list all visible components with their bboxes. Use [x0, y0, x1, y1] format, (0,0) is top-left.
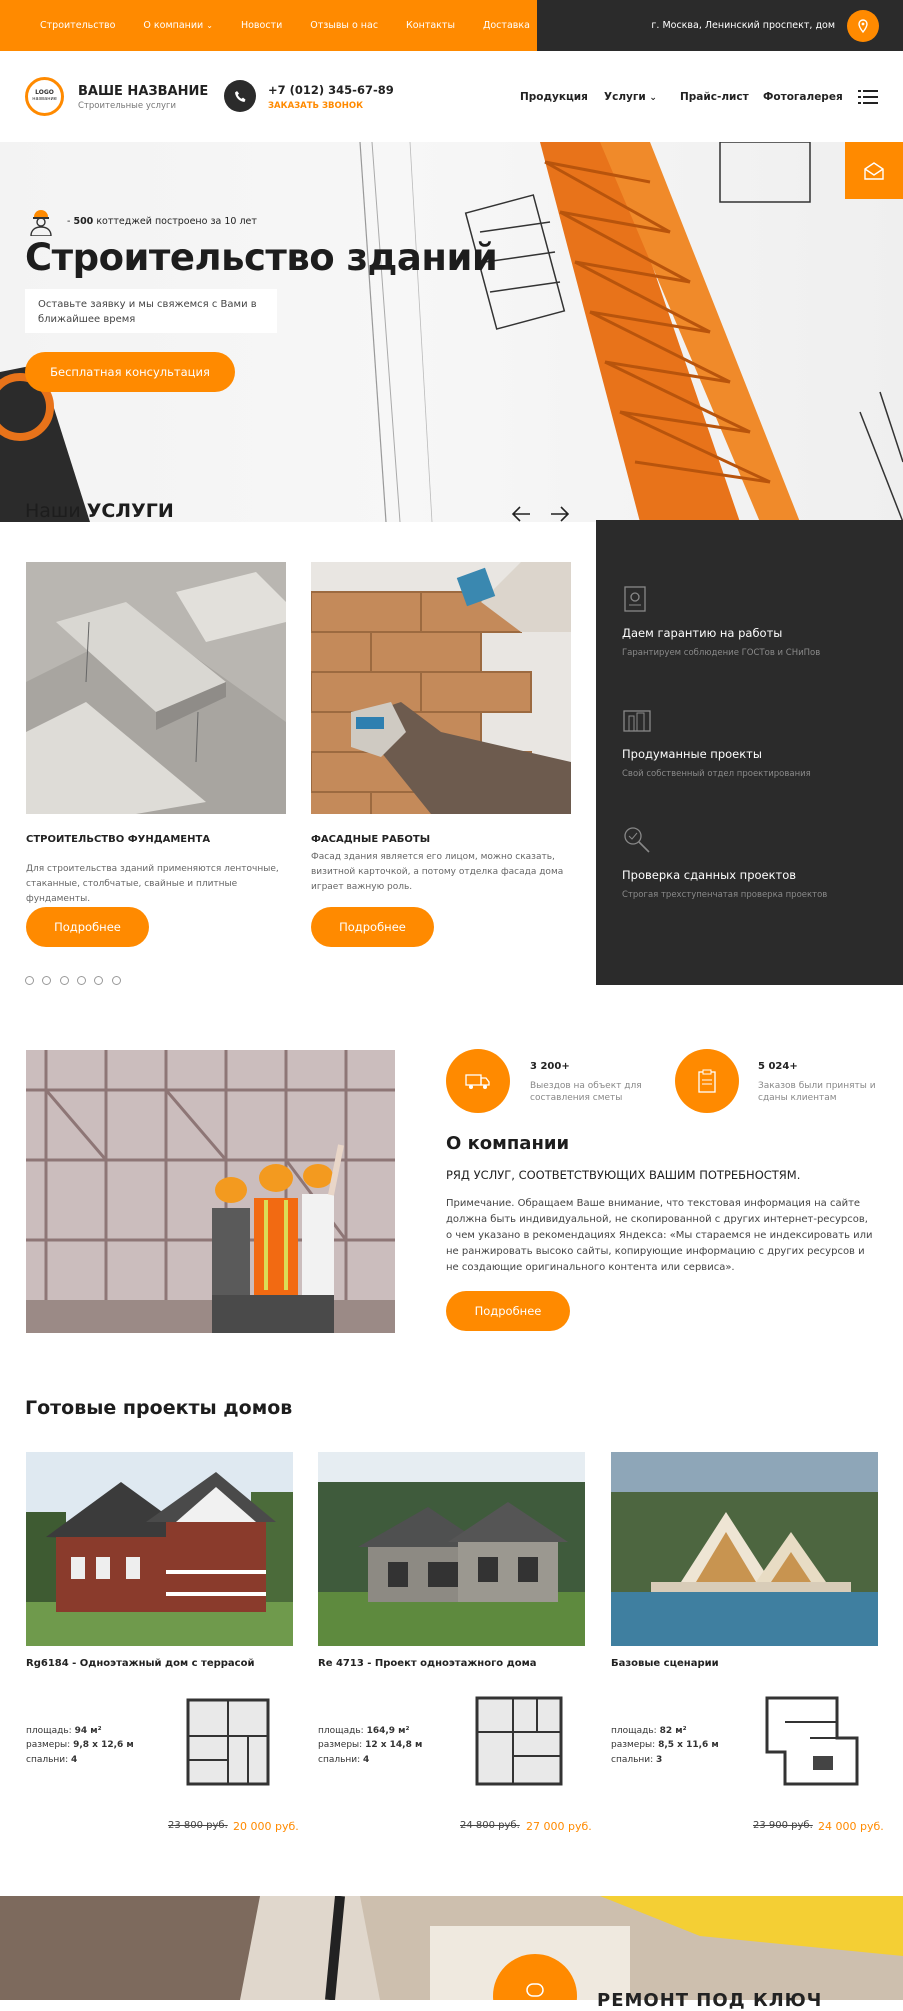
house-image-3	[611, 1452, 878, 1646]
service-details-button[interactable]: Подробнее	[26, 907, 149, 947]
blueprint-image	[0, 1896, 903, 2000]
map-pin-icon	[857, 19, 869, 33]
feature-title: Даем гарантию на работы	[622, 626, 783, 640]
nav-services[interactable]	[604, 91, 657, 103]
feature-title: Продуманные проекты	[622, 747, 762, 761]
menu-icon[interactable]	[858, 89, 878, 105]
workers-image	[26, 1050, 395, 1333]
size-value: 9,8 x 12,6 м	[73, 1740, 134, 1751]
top-menu-item-contacts[interactable]: Контакты	[406, 20, 455, 31]
facade-image	[311, 562, 571, 814]
bedrooms-value: 4	[71, 1754, 78, 1765]
mail-icon	[863, 161, 885, 181]
brand-name: ВАШЕ НАЗВАНИЕ	[78, 84, 209, 99]
area-value: 164,9 м²	[366, 1726, 410, 1736]
service-description: Для строительства зданий применяются ленточные, стаканные, столбчатые, свайные и плитные фундаменты.	[26, 864, 279, 904]
bedrooms-label: спальни:	[611, 1754, 657, 1765]
hero-count: 500	[73, 216, 94, 227]
area-label: площадь:	[26, 1726, 75, 1736]
project-name[interactable]: Re 4713 - Проект одноэтажного дома	[318, 1658, 537, 1669]
floor-plan-image	[170, 1692, 282, 1796]
project-specs	[318, 1724, 422, 1767]
stat-badge	[446, 1049, 510, 1113]
house-image-2	[318, 1452, 585, 1646]
old-price: 23 800 руб.	[168, 1820, 228, 1831]
top-menu-item-reviews[interactable]: Отзывы о нас	[310, 20, 379, 31]
hero-title: Строительство зданий	[25, 236, 498, 279]
hero-tagline: - 500 коттеджей построено за 10 лет	[67, 216, 257, 227]
magnifier-check-icon	[622, 825, 652, 855]
about-subtitle: РЯД УСЛУГ, СООТВЕТСТВУЮЩИХ ВАШИМ ПОТРЕБНОСТЯМ.	[446, 1168, 801, 1182]
bedrooms-value: 3	[656, 1754, 663, 1765]
about-details-button[interactable]: Подробнее	[446, 1291, 570, 1331]
services-title-light: Наши	[25, 500, 87, 522]
chevron-down-icon: ⌄	[649, 93, 657, 103]
old-price: 24 800 руб.	[460, 1820, 520, 1831]
phone-button[interactable]	[224, 80, 256, 112]
slider-dot[interactable]	[42, 976, 51, 985]
worker-icon	[26, 206, 56, 236]
service-name: СТРОИТЕЛЬСТВО ФУНДАМЕНТА	[26, 834, 211, 845]
stat-value: 3 200+	[530, 1061, 570, 1072]
old-price: 23 900 руб.	[753, 1820, 813, 1831]
about-title: О компании	[446, 1133, 570, 1154]
slider-dot[interactable]	[112, 976, 121, 985]
service-details-button[interactable]: Подробнее	[311, 907, 434, 947]
area-label: площадь:	[611, 1726, 660, 1736]
floor-plan-image	[463, 1692, 575, 1796]
free-consultation-button[interactable]: Бесплатная консультация	[25, 352, 235, 392]
address-text: г. Москва, Ленинский проспект, дом	[651, 20, 835, 31]
size-label: размеры:	[611, 1740, 659, 1751]
nav-gallery[interactable]: Фотогалерея	[763, 91, 843, 103]
new-price: 27 000 руб.	[526, 1820, 592, 1833]
foundation-image	[26, 562, 286, 814]
top-menu-item-news[interactable]: Новости	[240, 20, 283, 31]
service-name: ФАСАДНЫЕ РАБОТЫ	[311, 834, 431, 845]
building-plan-icon	[622, 707, 652, 733]
hero-note: Оставьте заявку и мы свяжемся с Вами в ближайшее время	[25, 289, 277, 333]
bedrooms-label: спальни:	[318, 1754, 364, 1765]
nav-products[interactable]: Продукция	[520, 91, 588, 103]
feature-subtitle: Свой собственный отдел проектирования	[622, 769, 811, 779]
services-title-bold: УСЛУГИ	[86, 500, 174, 522]
top-bar	[0, 0, 903, 51]
stat-badge	[675, 1049, 739, 1113]
size-label: размеры:	[26, 1740, 74, 1751]
slider-dot[interactable]	[94, 976, 103, 985]
project-name[interactable]: Базовые сценарии	[611, 1658, 719, 1669]
area-value: 94 м²	[74, 1726, 102, 1736]
new-price: 24 000 руб.	[818, 1820, 884, 1833]
top-menu-item-construction[interactable]: Строительство	[40, 20, 116, 31]
size-value: 12 x 14,8 м	[365, 1740, 423, 1751]
top-contact	[537, 0, 903, 51]
services-title	[25, 500, 174, 522]
feature-title: Проверка сданных проектов	[622, 868, 797, 882]
hero-section	[0, 142, 903, 522]
nav-services-label: Услуги	[604, 91, 646, 103]
about-text: Примечание. Обращаем Ваше внимание, что текстовая информация на сайте должна быть индивидуальной, не скопированной с других интернет-ресурсов, о чем указано в рекомендациях Яндекса: «Мы стараемся не индексировать или не ранжировать высоко сайты, копирующие информацию с других ресурсов и не создающие оригинального контента или сервиса».	[446, 1198, 873, 1273]
area-value: 82 м²	[659, 1726, 687, 1736]
project-specs	[611, 1724, 719, 1767]
main-header	[0, 51, 903, 142]
clipboard-icon	[697, 1069, 717, 1093]
top-menu-item-about[interactable]	[143, 20, 213, 31]
project-specs	[26, 1724, 134, 1767]
logo[interactable]	[25, 77, 64, 116]
arrow-right-icon[interactable]	[549, 503, 571, 525]
slider-dot[interactable]	[25, 976, 34, 985]
service-description: Фасад здания является его лицом, можно сказать, визитной карточкой, а потому отделка фасада дома играет важную роль.	[311, 852, 564, 892]
new-price: 20 000 руб.	[233, 1820, 299, 1833]
certificate-icon	[622, 585, 650, 615]
map-pin-button[interactable]	[847, 10, 879, 42]
slider-dot[interactable]	[77, 976, 86, 985]
stat-label: Выездов на объект для составления сметы	[530, 1081, 642, 1103]
slider-dot[interactable]	[60, 976, 69, 985]
top-menu	[0, 0, 537, 51]
bedrooms-value: 4	[363, 1754, 370, 1765]
logo-subtext: название	[32, 96, 57, 103]
repair-title: РЕМОНТ ПОД КЛЮЧ	[597, 1990, 823, 2011]
phone-number[interactable]: +7 (012) 345-67-89	[268, 83, 394, 97]
size-value: 8,5 x 11,6 м	[658, 1740, 719, 1751]
area-label: площадь:	[318, 1726, 367, 1736]
repair-banner	[0, 1896, 903, 2000]
features-panel	[596, 520, 903, 985]
house-image-1	[26, 1452, 293, 1646]
hero-tagline-text: коттеджей построено за 10 лет	[93, 216, 257, 227]
project-name[interactable]: Rg6184 - Одноэтажный дом с террасой	[26, 1658, 255, 1669]
floor-plan-image	[755, 1692, 867, 1796]
top-menu-item-about-label: О компании	[143, 20, 204, 31]
mail-button[interactable]	[845, 142, 903, 199]
stat-value: 5 024+	[758, 1061, 798, 1072]
projects-title: Готовые проекты домов	[25, 1397, 293, 1419]
brand-subtitle: Строительные услуги	[78, 101, 176, 111]
truck-icon	[465, 1071, 491, 1091]
callback-link[interactable]: ЗАКАЗАТЬ ЗВОНОК	[268, 101, 364, 111]
arrow-left-icon[interactable]	[510, 503, 532, 525]
stat-label: Заказов были приняты и сданы клиентам	[758, 1081, 876, 1103]
top-menu-item-delivery[interactable]: Доставка	[482, 20, 530, 31]
nav-price-list[interactable]: Прайс-лист	[680, 91, 749, 103]
chevron-down-icon: ⌄	[206, 21, 213, 30]
feature-subtitle: Гарантируем соблюдение ГОСТов и СНиПов	[622, 648, 821, 658]
size-label: размеры:	[318, 1740, 366, 1751]
feature-subtitle: Строгая трехступенчатая проверка проектов	[622, 890, 828, 900]
logo-text: LOGO	[35, 89, 54, 97]
phone-icon	[234, 90, 247, 103]
bedrooms-label: спальни:	[26, 1754, 72, 1765]
